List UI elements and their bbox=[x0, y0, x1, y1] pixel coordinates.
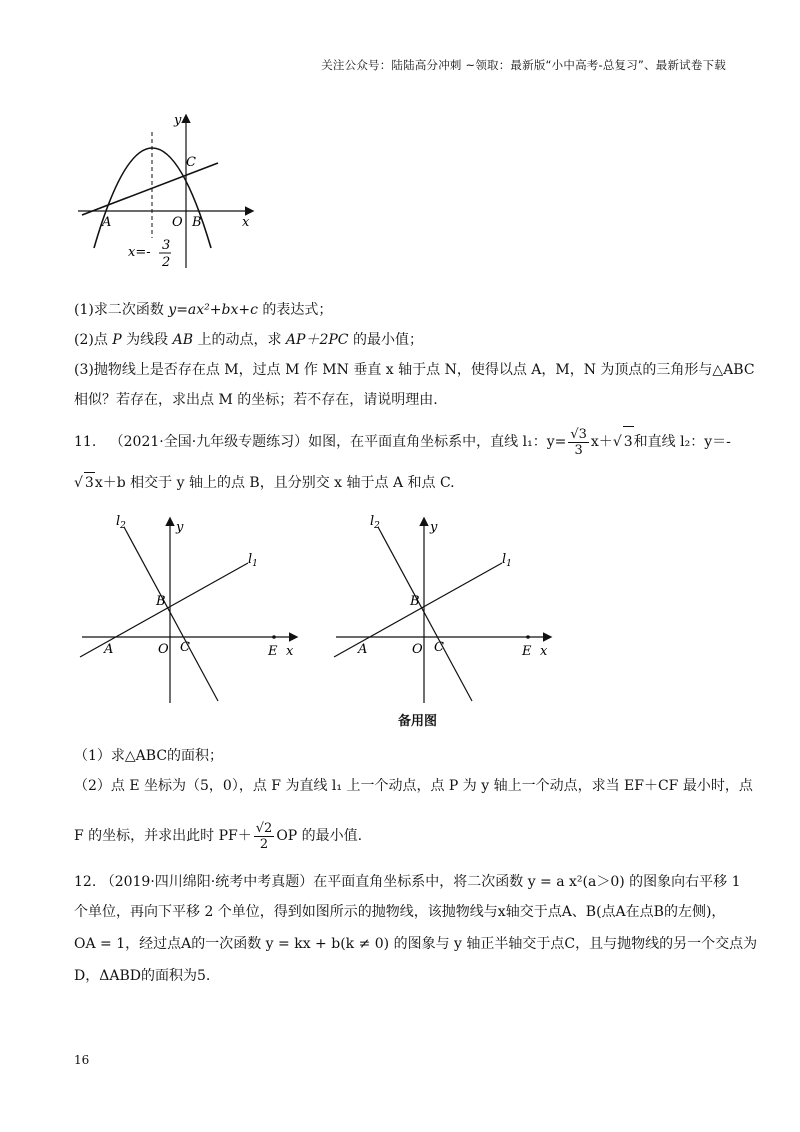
parabola-figure bbox=[74, 108, 264, 273]
label-o: O bbox=[158, 642, 169, 657]
fig1-c-label: C bbox=[186, 155, 196, 170]
line-l2 bbox=[124, 527, 218, 701]
q11-part2: （2）点 E 坐标为（5，0），点 F 为直线 l₁ 上一个动点，点 P 为 y 轴上一个动点，求当 EF＋CF 最小时，点 bbox=[74, 778, 753, 794]
q12-line2: 个单位，再向下平移 2 个单位，得到如图所示的抛物线，该抛物线与x轴交于点A、B(点A在点B的左侧)， bbox=[74, 904, 726, 920]
label-c: C bbox=[434, 640, 444, 655]
label-l1: $l_1$ bbox=[502, 552, 512, 569]
q11-part3: F 的坐标，并求出此时 PF＋ $\frac{√2}{2}$ OP 的最小值. bbox=[74, 820, 363, 852]
label-l2: $l_2$ bbox=[116, 514, 126, 531]
q12-line3: OA = 1，经过点A的一次函数 y = kx + b(k ≠ 0) 的图象与 y 轴正半轴交于点C，且与抛物线的另一个交点为 bbox=[74, 936, 758, 952]
q11-statement-line1: 11. （2021·全国·九年级专题练习）如图，在平面直角坐标系中，直线 l₁：y= $\frac{√3}{3}$ x＋√ 3和直线 l₂：y＝- bbox=[74, 426, 731, 458]
page-number: 16 bbox=[74, 1053, 90, 1067]
fig1-axis-num: 3 bbox=[162, 238, 171, 253]
q11-statement-line2: √ 3x＋b 相交于 y 轴上的点 B，且分别交 x 轴于点 A 和点 C. bbox=[74, 472, 734, 493]
backup-figure-caption: 备用图 bbox=[398, 714, 438, 729]
label-c: C bbox=[180, 640, 190, 655]
label-x: x bbox=[286, 644, 294, 659]
q10-part3-line2: 相似？若存在，求出点 M 的坐标；若不存在，请说明理由. bbox=[74, 392, 438, 408]
coordinate-figure-right bbox=[328, 505, 558, 705]
label-y: y bbox=[176, 520, 184, 535]
label-y: y bbox=[430, 520, 438, 535]
label-l1: $l_1$ bbox=[248, 552, 258, 569]
fig1-o-label: O bbox=[172, 215, 183, 230]
coordinate-figure-left bbox=[74, 505, 304, 705]
q10-part1: (1)求二次函数 y=ax²+bx+c 的表达式； bbox=[74, 302, 333, 318]
q11-part1: （1）求△ABC的面积； bbox=[74, 748, 224, 764]
label-e: E bbox=[522, 644, 532, 659]
q12-line4: D，ΔABD的面积为5. bbox=[74, 968, 211, 984]
q10-part2: (2)点 P 为线段 AB 上的动点，求 AP＋2PC 的最小值； bbox=[74, 332, 423, 348]
fig1-axis-den: 2 bbox=[162, 255, 171, 270]
label-e: E bbox=[268, 644, 278, 659]
fig1-y-label: y bbox=[174, 113, 182, 128]
label-b: B bbox=[410, 594, 420, 609]
fig1-axis-eq: x=- bbox=[128, 245, 151, 260]
label-a: A bbox=[358, 642, 368, 657]
fig1-b-label: B bbox=[192, 215, 202, 230]
label-b: B bbox=[156, 594, 166, 609]
fig1-a-label: A bbox=[102, 215, 112, 230]
fig1-x-label: x bbox=[242, 215, 250, 230]
label-o: O bbox=[412, 642, 423, 657]
line-l2 bbox=[378, 527, 472, 701]
label-l2: $l_2$ bbox=[370, 514, 380, 531]
label-a: A bbox=[104, 642, 114, 657]
page-header: 关注公众号：陆陆高分冲刺 ~领取：最新版“小中高考-总复习”、最新试卷下载 bbox=[321, 58, 726, 72]
label-x: x bbox=[540, 644, 548, 659]
q10-part3-line1: (3)抛物线上是否存在点 M，过点 M 作 MN 垂直 x 轴于点 N，使得以点 A，M，N 为顶点的三角形与△ABC bbox=[74, 362, 755, 378]
q12-line1: 12. （2019·四川绵阳·统考中考真题）在平面直角坐标系中，将二次函数 y = a x²(a＞0) 的图象向右平移 1 bbox=[74, 874, 741, 890]
